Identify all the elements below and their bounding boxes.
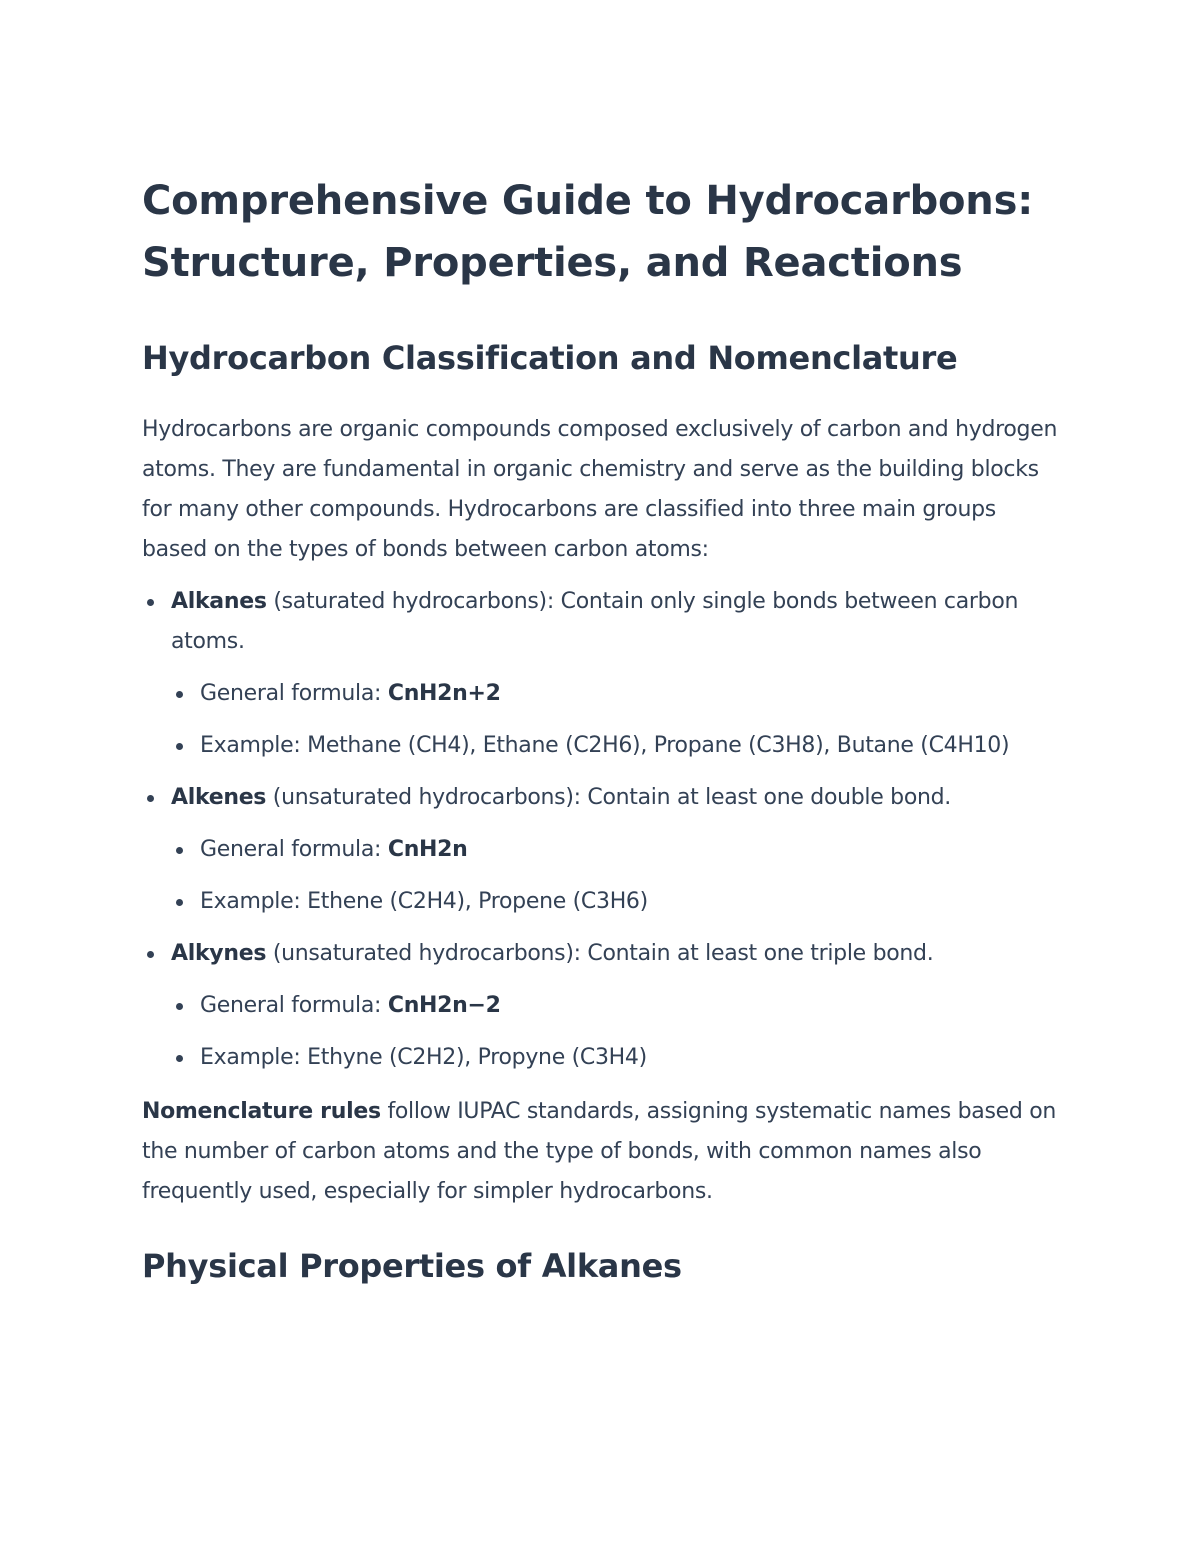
group-name: Alkenes — [171, 785, 267, 810]
group-description: (saturated hydrocarbons): Contain only single bonds between carbon atoms. — [171, 589, 1019, 654]
example-text: Example: Ethene (C2H4), Propene (C3H6) — [200, 889, 648, 914]
list-item-example — [200, 882, 1062, 922]
formula-label: General formula: — [200, 993, 388, 1018]
bullet-icon — [176, 899, 183, 906]
list-item-formula — [200, 674, 1062, 714]
example-text: Example: Ethyne (C2H2), Propyne (C3H4) — [200, 1045, 647, 1070]
group-name: Alkanes — [171, 589, 267, 614]
list-item-alkanes — [171, 582, 1062, 766]
section-heading-physical-properties: Physical Properties of Alkanes — [142, 1247, 682, 1285]
list-item-example — [200, 726, 1062, 766]
sub-list — [171, 830, 1062, 922]
general-formula: CnH2n+2 — [387, 681, 501, 706]
intro-paragraph: Hydrocarbons are organic compounds composed exclusively of carbon and hydrogen atoms. They are fundamental in organic chemistry and serve as the building blocks for many other compounds. Hydrocarbons are classified into three main groups based on the types of bonds between carbon atoms: — [142, 417, 1058, 562]
bullet-icon — [176, 691, 183, 698]
bullet-icon — [176, 1003, 183, 1010]
sub-list — [171, 674, 1062, 766]
section-heading-classification: Hydrocarbon Classification and Nomenclature — [142, 339, 958, 377]
example-text: Example: Methane (CH4), Ethane (C2H6), Propane (C3H8), Butane (C4H10) — [200, 733, 1010, 758]
general-formula: CnH2n — [387, 837, 468, 862]
group-name: Alkynes — [171, 941, 267, 966]
bullet-icon — [176, 743, 183, 750]
nomenclature-label: Nomenclature rules — [142, 1099, 381, 1124]
nomenclature-paragraph — [142, 1092, 1062, 1212]
bullet-icon — [147, 599, 154, 606]
general-formula: CnH2n−2 — [387, 993, 501, 1018]
formula-label: General formula: — [200, 837, 388, 862]
list-item-example — [200, 1038, 1062, 1078]
bullet-icon — [147, 951, 154, 958]
hydrocarbon-group-list — [142, 582, 1062, 1078]
list-item-alkynes — [171, 934, 1062, 1078]
nomenclature-text: follow IUPAC standards, assigning systematic names based on the number of carbon atoms and the type of bonds, with common names also frequently used, especially for simpler hydrocarbons. — [142, 1099, 1057, 1204]
formula-label: General formula: — [200, 681, 388, 706]
bullet-icon — [176, 1055, 183, 1062]
bullet-icon — [176, 847, 183, 854]
document-title: Comprehensive Guide to Hydrocarbons: Structure, Properties, and Reactions — [142, 178, 1033, 286]
list-item-formula — [200, 986, 1062, 1026]
list-item-alkenes — [171, 778, 1062, 922]
group-description: (unsaturated hydrocarbons): Contain at least one triple bond. — [266, 941, 934, 966]
document-page — [142, 170, 1062, 1288]
group-description: (unsaturated hydrocarbons): Contain at least one double bond. — [266, 785, 951, 810]
sub-list — [171, 986, 1062, 1078]
bullet-icon — [147, 795, 154, 802]
list-item-formula — [200, 830, 1062, 870]
